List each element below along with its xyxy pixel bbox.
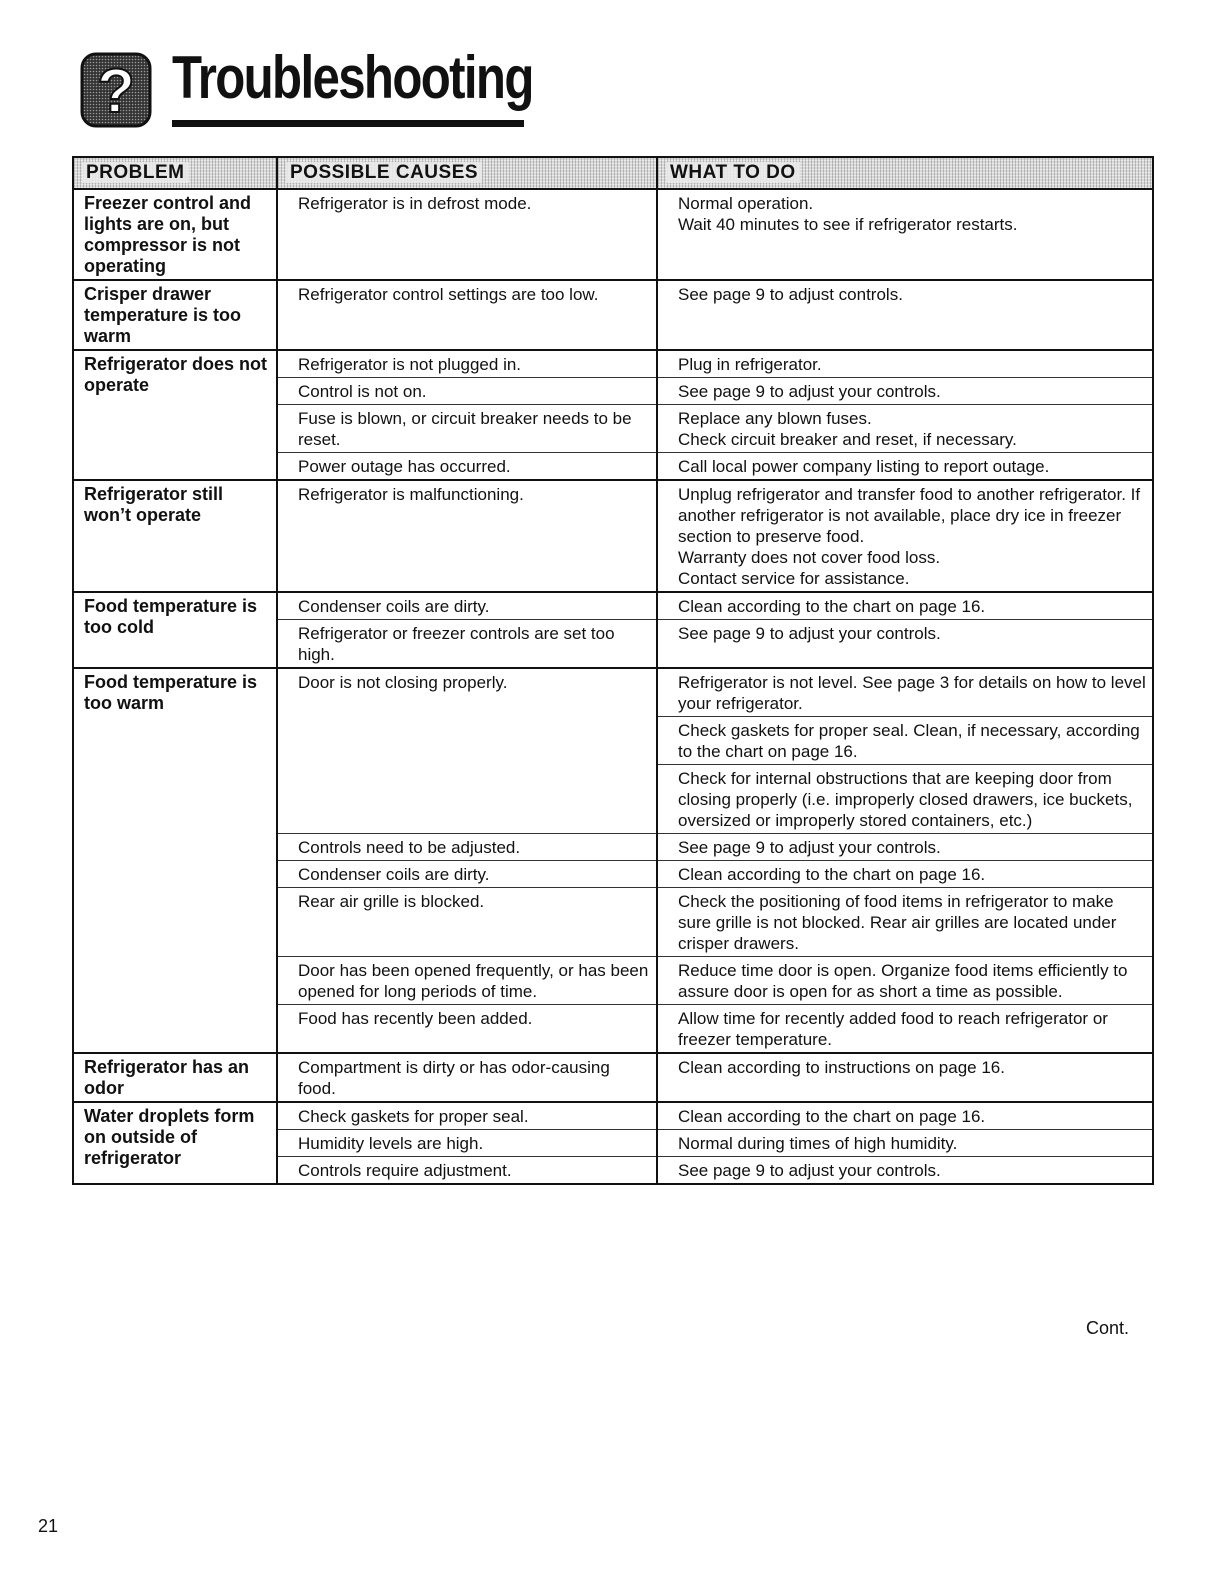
action-cell: Clean according to the chart on page 16. (657, 592, 1153, 620)
cause-cell: Condenser coils are dirty. (277, 861, 657, 888)
cause-cell: Controls need to be adjusted. (277, 834, 657, 861)
problem-cell: Food temperature is too cold (73, 592, 277, 668)
action-cell: See page 9 to adjust your controls. (657, 1157, 1153, 1185)
cause-cell: Door is not closing properly. (277, 668, 657, 717)
cause-cell (277, 717, 657, 765)
action-cell: Check the positioning of food items in refrigerator to make sure grille is not blocked. Rear air grilles are located under crisper drawers. (657, 888, 1153, 957)
action-cell: Plug in refrigerator. (657, 350, 1153, 378)
action-cell: Replace any blown fuses. Check circuit breaker and reset, if necessary. (657, 405, 1153, 453)
action-cell: See page 9 to adjust your controls. (657, 834, 1153, 861)
table-row (73, 1053, 1153, 1102)
cause-cell: Refrigerator control settings are too low. (277, 280, 657, 350)
table-row (73, 1102, 1153, 1130)
action-cell: Reduce time door is open. Organize food items efficiently to assure door is open for as short a time as possible. (657, 957, 1153, 1005)
cause-cell: Food has recently been added. (277, 1005, 657, 1054)
problem-cell: Crisper drawer temperature is too warm (73, 280, 277, 350)
header-problem: PROBLEM (73, 157, 277, 189)
table-header-row (73, 157, 1153, 189)
question-mark-icon (80, 52, 152, 128)
action-cell: Unplug refrigerator and transfer food to another refrigerator. If another refrigerator is not available, place dry ice in freezer section to preserve food. Warranty does not cover food loss. Contact service for assistance. (657, 480, 1153, 592)
cause-cell: Controls require adjustment. (277, 1157, 657, 1185)
action-cell: Check gaskets for proper seal. Clean, if necessary, according to the chart on page 16. (657, 717, 1153, 765)
problem-cell: Refrigerator still won’t operate (73, 480, 277, 592)
cause-cell: Refrigerator is malfunctioning. (277, 480, 657, 592)
cause-cell: Compartment is dirty or has odor-causing food. (277, 1053, 657, 1102)
title-underline (172, 120, 524, 127)
cause-cell: Refrigerator is in defrost mode. (277, 189, 657, 280)
table-row (73, 668, 1153, 717)
action-cell: See page 9 to adjust your controls. (657, 378, 1153, 405)
cause-cell: Power outage has occurred. (277, 453, 657, 481)
table-row (73, 350, 1153, 378)
action-cell: Clean according to the chart on page 16. (657, 1102, 1153, 1130)
table-row (73, 592, 1153, 620)
troubleshooting-table (72, 156, 1154, 1185)
action-cell: Clean according to instructions on page 16. (657, 1053, 1153, 1102)
table-body (73, 189, 1153, 1184)
cause-cell: Rear air grille is blocked. (277, 888, 657, 957)
continued-label: Cont. (1086, 1318, 1130, 1338)
cause-cell: Door has been opened frequently, or has been opened for long periods of time. (277, 957, 657, 1005)
action-cell: Check for internal obstructions that are keeping door from closing properly (i.e. improperly closed drawers, ice buckets, oversized or improperly stored containers, etc.) (657, 765, 1153, 834)
action-cell: See page 9 to adjust controls. (657, 280, 1153, 350)
problem-cell: Refrigerator does not operate (73, 350, 277, 480)
cause-cell: Humidity levels are high. (277, 1130, 657, 1157)
action-cell: Normal operation. Wait 40 minutes to see if refrigerator restarts. (657, 189, 1153, 280)
problem-cell: Water droplets form on outside of refrigerator (73, 1102, 277, 1184)
action-cell: Call local power company listing to report outage. (657, 453, 1153, 481)
action-cell: Normal during times of high humidity. (657, 1130, 1153, 1157)
cause-cell: Refrigerator or freezer controls are set too high. (277, 620, 657, 669)
table-row (73, 189, 1153, 280)
cause-cell: Fuse is blown, or circuit breaker needs to be reset. (277, 405, 657, 453)
action-cell: Allow time for recently added food to reach refrigerator or freezer temperature. (657, 1005, 1153, 1054)
problem-cell: Food temperature is too warm (73, 668, 277, 1053)
cause-cell: Condenser coils are dirty. (277, 592, 657, 620)
page-number: 21 (38, 1516, 59, 1536)
cause-cell: Refrigerator is not plugged in. (277, 350, 657, 378)
header-possible-causes: POSSIBLE CAUSES (277, 157, 657, 189)
cause-cell: Control is not on. (277, 378, 657, 405)
action-cell: See page 9 to adjust your controls. (657, 620, 1153, 669)
table-row (73, 480, 1153, 592)
problem-cell: Refrigerator has an odor (73, 1053, 277, 1102)
table-row (73, 280, 1153, 350)
cause-cell: Check gaskets for proper seal. (277, 1102, 657, 1130)
svg-text:?: ? (97, 57, 135, 126)
page-title: Troubleshooting (172, 44, 533, 111)
problem-cell: Freezer control and lights are on, but compressor is not operating (73, 189, 277, 280)
action-cell: Refrigerator is not level. See page 3 for details on how to level your refrigerator. (657, 668, 1153, 717)
header-what-to-do: WHAT TO DO (657, 157, 1153, 189)
action-cell: Clean according to the chart on page 16. (657, 861, 1153, 888)
cause-cell (277, 765, 657, 834)
